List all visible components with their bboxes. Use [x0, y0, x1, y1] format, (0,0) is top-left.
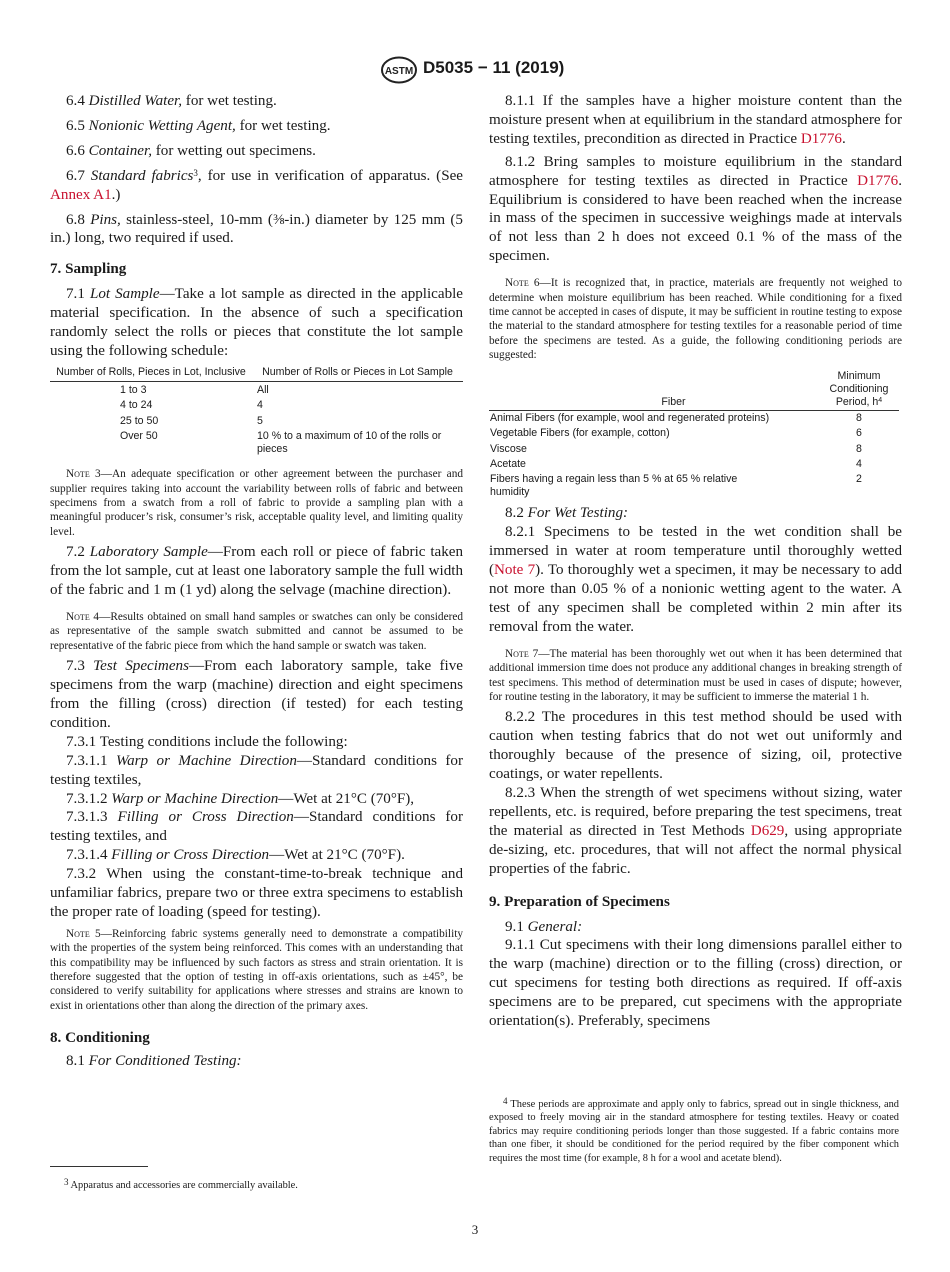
- table-row: 1 to 3 All: [120, 384, 269, 397]
- para-7-3-1-4: 7.3.1.4 Filling or Cross Direction—Wet at 21°C (70°F).: [66, 847, 405, 864]
- left-column: [50, 92, 463, 1071]
- para-9-1: 9.1 General:: [505, 918, 583, 935]
- sampling-schedule-table: [50, 365, 463, 457]
- para-6-6: 6.6 Container, for wetting out specimens.: [66, 142, 316, 159]
- para-9-1-1: 9.1.1 Cut specimens with their long dimensions parallel either to the warp (machine) direction or to the filling (cross) direction, or cut specimens for testing both directions as required. If off-axis specimens are to be prepared, cut specimens with the appropriate orientation(s). Preferably, specimens: [489, 937, 902, 1030]
- d1776-link[interactable]: D1776: [800, 130, 842, 147]
- section-7-heading: 7. Sampling: [50, 261, 127, 278]
- para-7-2: 7.2 Laboratory Sample—From each roll or piece of fabric taken from the lot sample, cut at least one laboratory sample the full width of the fabric and 1 m (1 yd) along the selvage (machine direction).: [50, 544, 464, 599]
- table-header: Number of Rolls or Pieces in Lot Sample: [262, 365, 453, 378]
- para-7-3-1: 7.3.1 Testing conditions include the following:: [66, 733, 348, 750]
- para-7-3-1-1: 7.3.1.1 Warp or Machine Direction—Standard conditions for testing textiles,: [50, 752, 463, 788]
- note-5: Note 5—Reinforcing fabric systems generally need to demonstrate a compatibility with the properties of the system being reinforced. This comes with an understanding that this compatibility may be influenced by such factors as stress and strain orientation. It is therefore suggested that the option of testing in off-axis orientations, such as ±45°, be considered to verify suitability for applications where stresses and strains are known to exist in orientations other than along the direction of the primary axes.: [50, 927, 463, 1012]
- para-8-1: 8.1 For Conditioned Testing:: [66, 1053, 242, 1070]
- table-header: Number of Rolls, Pieces in Lot, Inclusive: [56, 365, 246, 378]
- table-row: Acetate 4: [490, 457, 862, 470]
- para-8-2: 8.2 For Wet Testing:: [505, 505, 629, 522]
- page-header: [0, 56, 950, 86]
- table-row: 25 to 50 5: [120, 414, 263, 427]
- para-6-8: 6.8 Pins, stainless-steel, 10-mm (⅜-in.) diameter by 125 mm (5 in.) long, two required if used.: [50, 211, 463, 247]
- note-7: Note 7—The material has been thoroughly wet out when it has been determined that additional immersion time does not produce any additional changes in breaking strength of test specimens. This method of determination must be used in cases of dispute; however, for routine testing in the laboratory, it may be sufficient to immerse the material 1 h.: [489, 647, 902, 703]
- table-row: Over 50 10 % to a maximum of 10 of the rolls or pieces: [120, 429, 442, 455]
- para-7-3-1-3: 7.3.1.3 Filling or Cross Direction—Standard conditions for testing textiles, and: [50, 809, 463, 845]
- d629-link[interactable]: D629: [750, 822, 785, 839]
- table-header: Minimum Conditioning Period, $h^4$: [829, 369, 889, 408]
- note-3: Note 3—An adequate specification or other agreement between the purchaser and supplier requires taking into account the variability between rolls of fabric and between specimens from a swatch from a roll of fabric to provide a sampling plan with a meaningful producer’s risk, consumer’s risk, acceptable quality level, and limiting quality level.: [50, 468, 463, 538]
- document-title: D5035 − 11 (2019): [423, 58, 565, 77]
- table-row: Vegetable Fibers (for example, cotton) 6: [490, 427, 862, 440]
- para-8-1-1: 8.1.1 If the samples have a higher moisture content than the moisture present when at equilibrium in the standard atmosphere for testing textiles, precondition as directed in Practice D1776.: [489, 93, 902, 147]
- conditioning-periods-table: [489, 369, 899, 501]
- para-8-2-1: 8.2.1 Specimens to be tested in the wet condition shall be immersed in water at room temperature until thoroughly wetted (Note 7). To thoroughly wet a specimen, it may be necessary to add not more than 0.05 % of a nonionic wetting agent to the water. A test of any specimen shall be completed within 2 min after its removal from the water.: [489, 524, 902, 635]
- para-7-3: 7.3 Test Specimens—From each laboratory sample, take five specimens from the warp (machine) direction and eight specimens from the filling (cross) direction (if tested) for each testing condition.: [50, 658, 463, 731]
- para-7-3-2: 7.3.2 When using the constant-time-to-break technique and unfamiliar fabrics, prepare two or three extra specimens to establish the proper rate of loading (speed for testing).: [50, 866, 463, 920]
- table-row: Fibers having a regain less than 5 % at 65 % relative humidity 2: [490, 473, 862, 499]
- svg-text:ASTM: ASTM: [384, 66, 414, 77]
- section-9-heading: 9. Preparation of Specimens: [489, 893, 670, 910]
- para-6-5: 6.5 Nonionic Wetting Agent, for wet testing.: [66, 117, 331, 134]
- para-6-7: 6.7 Standard fabrics$^3$, for use in verification of apparatus. (See Annex A1.): [50, 167, 463, 203]
- annex-a1-link[interactable]: Annex A1: [50, 186, 112, 203]
- footnote-rule: [50, 1166, 148, 1167]
- table-row: 4 to 24 4: [120, 399, 263, 412]
- para-8-2-3: 8.2.3 When the strength of wet specimens without sizing, water repellents, etc. is required, before preparing the test specimens, treat the material as directed in Test Methods D629, using appropriate de-sizing, etc. procedures, that will not affect the normal physical properties of the fabric.: [489, 785, 902, 877]
- para-6-4: 6.4 Distilled Water, for wet testing.: [66, 93, 277, 109]
- note-6: Note 6—It is recognized that, in practice, materials are frequently not weighed to determine when moisture equilibrium has been reached. While conditioning for a fixed time cannot be accepted in cases of dispute, it may be sufficient in routine testing to expose the material to the standard atmosphere for testing textiles for a reasonable period of time before the specimens are tested. As a guide, the following conditioning periods are suggested:: [489, 277, 902, 362]
- right-column: [489, 92, 902, 1031]
- footnote-3: $^3$ Apparatus and accessories are commercially available.: [50, 1166, 463, 1192]
- note-4: Note 4—Results obtained on small hand samples or swatches can only be considered as representative of the sample swatch submitted and cannot be assumed to be representative of the fabric piece from which the hand sample or swatch was taken.: [50, 610, 464, 652]
- para-8-2-2: 8.2.2 The procedures in this test method should be used with caution when testing fabrics that do not wet out uniformly and thoroughly because of the presence of sizing, oil, protective coatings, or water repellents.: [489, 709, 902, 783]
- d1776-link[interactable]: D1776: [857, 172, 899, 189]
- table-row: Animal Fibers (for example, wool and regenerated proteins) 8: [490, 412, 862, 425]
- para-7-1: 7.1 Lot Sample—Take a lot sample as directed in the applicable material specification. In the absence of such a specification randomly select the rolls or pieces that constitute the lot sample using the following schedule:: [50, 286, 464, 360]
- section-8-heading: 8. Conditioning: [50, 1030, 150, 1047]
- table-row: Viscose 8: [490, 442, 862, 455]
- astm-logo-icon: [380, 56, 418, 84]
- note-7-link[interactable]: Note 7: [494, 562, 536, 579]
- para-7-3-1-2: 7.3.1.2 Warp or Machine Direction—Wet at 21°C (70°F),: [66, 790, 415, 807]
- footnote-4: $^4$ These periods are approximate and apply only to fabrics, spread out in single thickness, and exposed to freely moving air in the standard atmosphere for testing textiles. Heavy or coated fabrics may require conditioning periods longer than those suggested. If a fabric contains more than one fiber, it should be conditioned for the period required by the fiber component which requires the most time (for example, 8 h for a wool and acetate blend).: [489, 1096, 899, 1164]
- para-8-1-2: 8.1.2 Bring samples to moisture equilibrium in the standard atmosphere for testing textiles as directed in Practice D1776. Equilibrium is considered to have been reached when the increase in mass of the specimen in successive weighings made at intervals of not less than 2 h does not exceed 0.1 % of the mass of the specimen.: [489, 153, 902, 265]
- table-header: Fiber: [661, 396, 686, 408]
- page-number: 3: [471, 1222, 479, 1237]
